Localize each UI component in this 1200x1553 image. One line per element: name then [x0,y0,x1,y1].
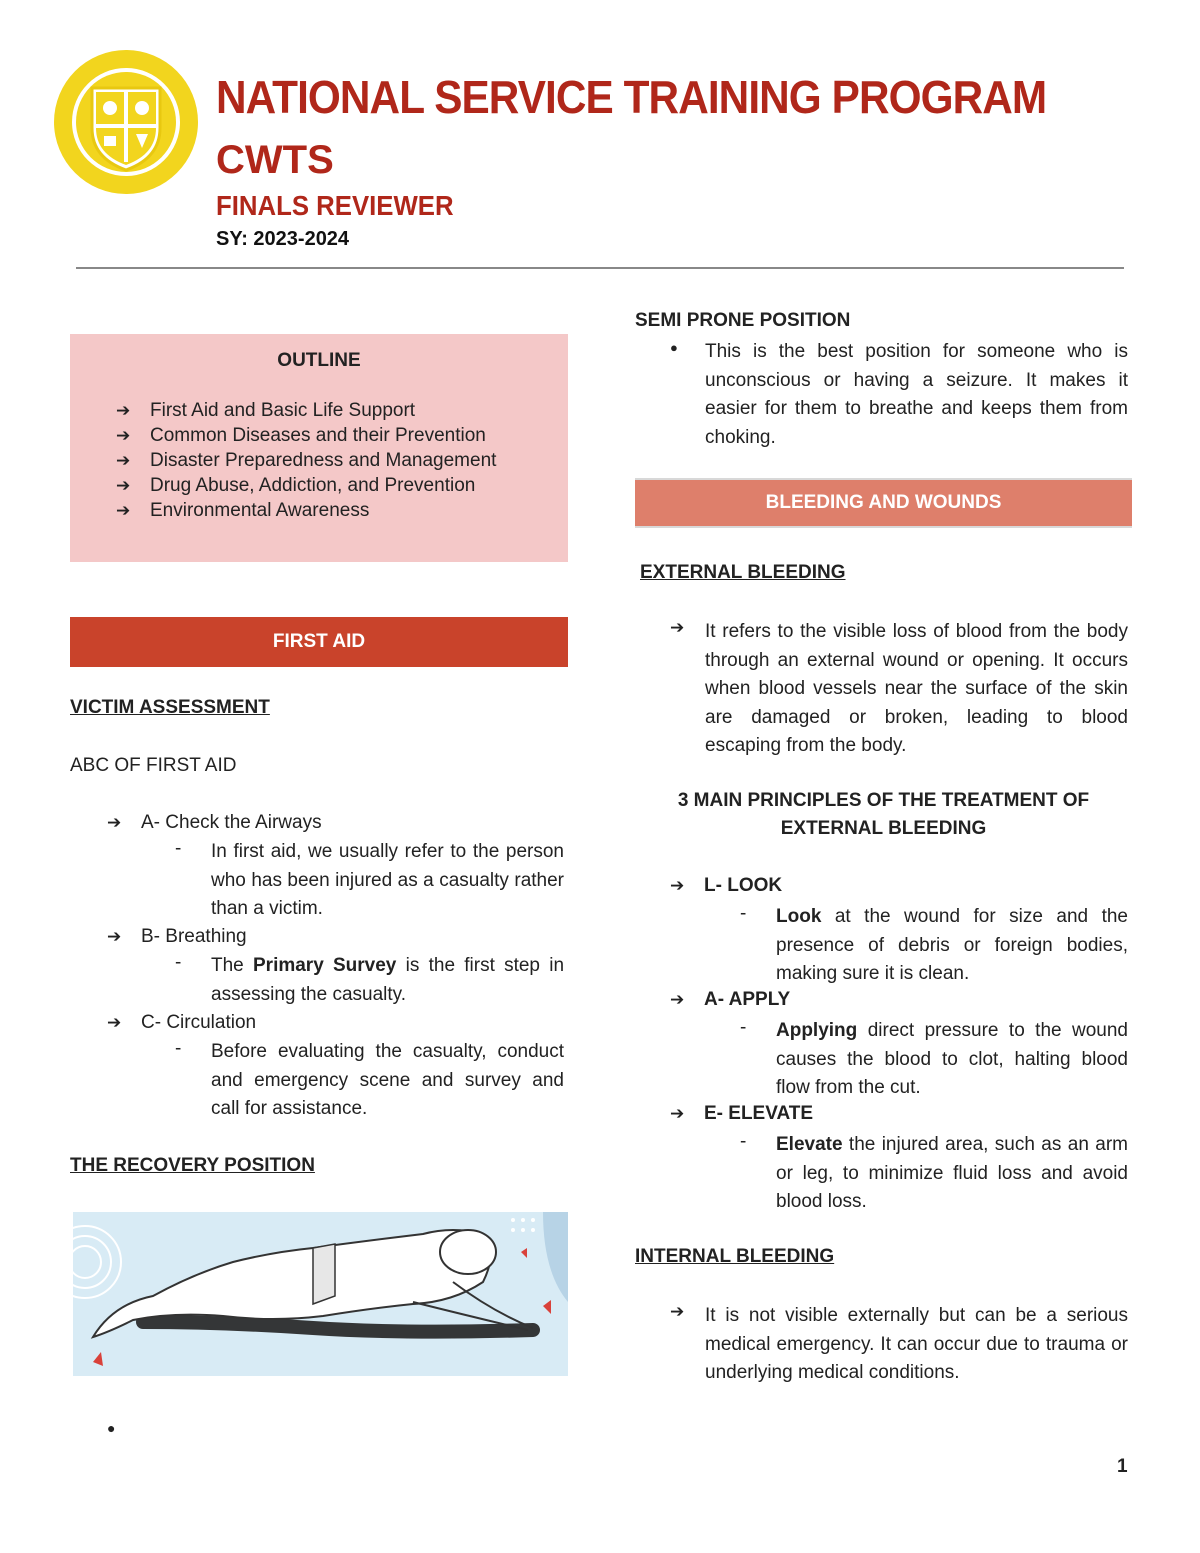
principle-elevate: ➔ E- ELEVATE [670,1103,814,1124]
arrow-icon: ➔ [116,451,131,471]
principle-look: ➔ L- LOOK [670,875,783,896]
first-aid-band: FIRST AID [70,617,568,667]
principle-apply-note: - Applying direct pressure to the wound causes the blood to clot, halting blood flow from the cut. [740,1017,1128,1099]
arrow-icon: ➔ [116,426,131,446]
page-number: 1 [1117,1456,1128,1477]
arrow-icon: ➔ [116,501,131,521]
dash-bullet: - [740,1017,747,1038]
abc-item-b: ➔ B- Breathing [107,926,247,947]
header-divider [76,267,1124,269]
external-bleeding-heading: EXTERNAL BLEEDING [640,562,846,583]
arrow-icon: ➔ [107,927,122,947]
bullet-dot: ● [107,1420,116,1436]
dash-bullet: - [740,903,747,924]
arrow-icon: ➔ [670,990,685,1010]
principle-look-note: - Look at the wound for size and the presence of debris or foreign bodies, making sure it is clean. [740,903,1128,985]
principles-heading-line1: 3 MAIN PRINCIPLES OF THE TREATMENT OF [677,790,1090,811]
arrow-icon: ➔ [116,476,131,496]
arrow-icon: ➔ [116,401,131,421]
internal-bleeding-item: ➔ It is not visible externally but can be a serious medical emergency. It can occur due to trauma or underlying medical conditions. [670,1302,1128,1384]
semi-prone-heading: SEMI PRONE POSITION [635,310,851,331]
abc-note-c: - Before evaluating the casualty, conduct and emergency scene and survey and call for assistance. [175,1038,564,1120]
recovery-position-heading: THE RECOVERY POSITION [70,1155,315,1176]
abc-note-b: - The Primary Survey is the first step in assessing the casualty. [175,952,565,1005]
outline-box [70,334,568,562]
bleeding-wounds-band: BLEEDING AND WOUNDS [635,478,1132,528]
principle-apply: ➔ A- APPLY [670,989,791,1010]
principle-elevate-note: - Elevate the injured area, such as an arm or leg, to minimize fluid loss and avoid blood loss. [740,1131,1128,1213]
arrow-icon: ➔ [670,876,685,896]
document-title: NATIONAL SERVICE TRAINING PROGRAM [216,71,1047,123]
outline-title: OUTLINE [277,350,361,371]
school-year: SY: 2023-2024 [216,228,350,250]
list-item: ➔ Common Diseases and their Prevention [116,423,496,448]
dash-bullet: - [175,952,182,973]
external-bleeding-item: ➔ It refers to the visible loss of blood from the body through an external wound or opening. It occurs when blood vessels near the surface of the skin are damaged or broken, leading to blood escaping from the body. [670,618,1128,757]
principles-heading-line2: EXTERNAL BLEEDING [780,818,987,839]
abc-item-c: ➔ C- Circulation [107,1012,257,1033]
arrow-icon: ➔ [670,1302,685,1322]
list-item: ➔ Disaster Preparedness and Management [116,448,496,473]
abc-item-a: ➔ A- Check the Airways [107,812,322,833]
university-seal-icon [52,48,200,196]
dash-bullet: - [740,1131,747,1152]
abc-note-a: - In first aid, we usually refer to the person who has been injured as a casualty rather than a victim. [175,838,564,920]
arrow-icon: ➔ [107,813,122,833]
arrow-icon: ➔ [670,618,685,638]
list-item: ➔ Environmental Awareness [116,498,496,523]
outline-list [116,398,496,523]
victim-assessment-heading: VICTIM ASSESSMENT [70,697,270,718]
program-subtitle: CWTS [216,138,334,182]
arrow-icon: ➔ [107,1013,122,1033]
recovery-position-illustration [73,1212,568,1376]
list-item: ➔ First Aid and Basic Life Support [116,398,496,423]
bullet-dot: ● [670,340,678,355]
dash-bullet: - [175,1038,182,1059]
abc-heading: ABC OF FIRST AID [70,755,237,776]
semi-prone-item: ● This is the best position for someone who is unconscious or having a seizure. It makes it easier for them to breathe and keeps them from choking. [670,340,1128,448]
internal-bleeding-heading: INTERNAL BLEEDING [635,1246,835,1267]
list-item: ➔ Drug Abuse, Addiction, and Prevention [116,473,496,498]
dash-bullet: - [175,838,182,859]
reviewer-label: FINALS REVIEWER [216,190,454,221]
arrow-icon: ➔ [670,1104,685,1124]
